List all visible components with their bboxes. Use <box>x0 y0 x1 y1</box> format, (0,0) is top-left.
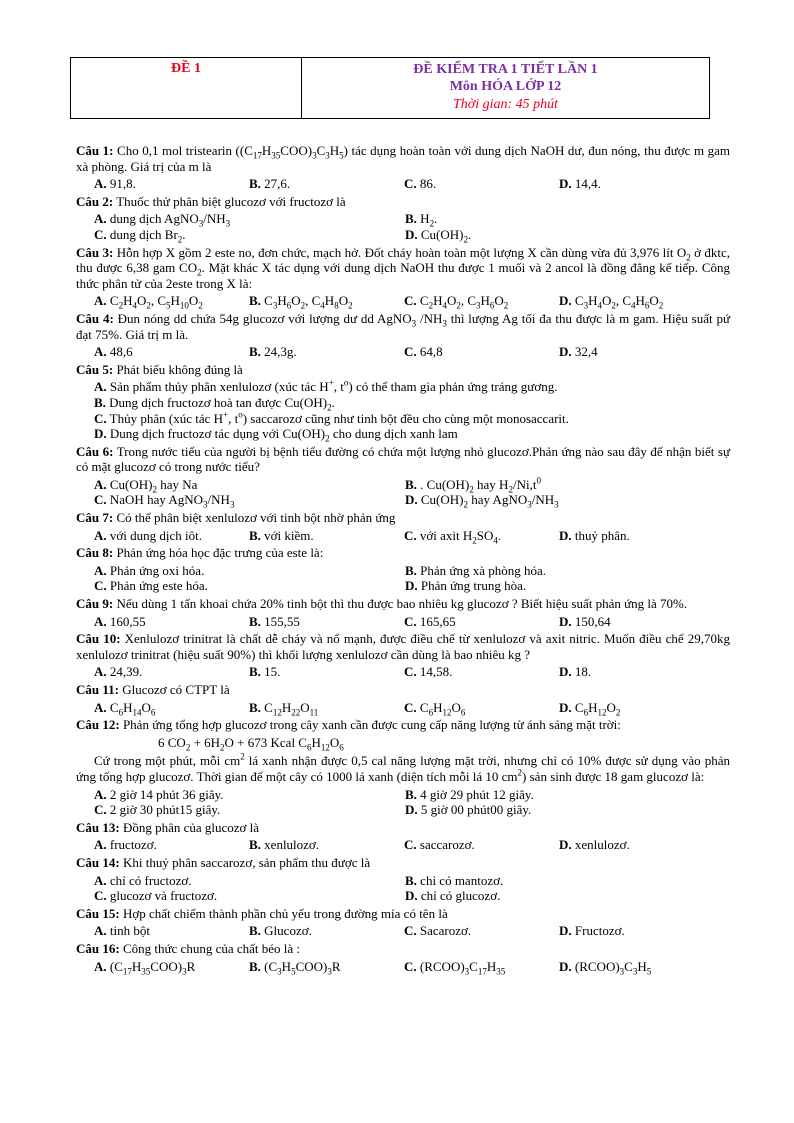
question-stem <box>76 545 730 561</box>
answer-option <box>94 802 405 818</box>
option-letter: A. <box>94 176 107 192</box>
option-text: saccarozơ. <box>416 837 475 853</box>
option-text: dung dịch $Br_2$. <box>106 226 186 245</box>
question-number: Câu 2: <box>76 193 114 209</box>
option-text: 165,65 <box>416 613 456 629</box>
option-text: 2 giờ 30 phút15 giây. <box>106 802 221 818</box>
answer-option <box>404 664 559 680</box>
answer-options <box>76 614 730 630</box>
option-letter: C. <box>94 492 107 508</box>
answer-option <box>94 477 405 493</box>
question-number: Câu 15: <box>76 905 120 921</box>
question <box>76 143 730 192</box>
option-text: Glucozơ. <box>260 923 312 939</box>
answer-option <box>559 923 714 939</box>
option-letter: C. <box>404 344 417 360</box>
answer-option <box>405 211 716 227</box>
option-letter: C. <box>404 613 417 629</box>
option-text: $H_2$. <box>416 211 438 229</box>
answer-option <box>94 664 249 680</box>
question-number: Câu 6: <box>76 443 114 459</box>
exam-code-cell <box>71 58 302 118</box>
answer-option <box>404 176 559 192</box>
question-stem <box>76 245 730 292</box>
option-text: $C_6H_{12}O_6$ <box>416 699 466 718</box>
exam-subject: Môn HÓA LỚP 12 <box>449 79 562 94</box>
option-text: 150,64 <box>571 613 611 629</box>
answer-options <box>76 475 730 511</box>
question-text: Cho 0,1 mol tristearin $((C_{17}H_{35}COO)_3C_3H_5)$ tác dụng hoàn toàn với dung dịch NaOH dư, đun nóng, thu được m gam xà phòng. Giá trị của m là <box>76 143 731 174</box>
option-text: với dung dịch iôt. <box>106 527 202 543</box>
option-letter: B. <box>94 394 106 410</box>
answer-option <box>94 888 405 904</box>
exam-title-cell <box>302 58 709 118</box>
question-text: Đun nóng dd chứa 54g glucozơ với lượng dư dd AgNO$_3$ $/NH_3$ thì lượng Ag tối đa thu được là m gam. Hiệu suất pứ đạt 75%. Giá trị m là. <box>76 310 731 342</box>
question-number: Câu 4: <box>76 310 114 326</box>
option-letter: A. <box>94 786 107 802</box>
option-text: Fructozơ. <box>571 923 625 939</box>
question-stem <box>76 596 730 612</box>
answer-option <box>94 700 249 716</box>
option-text: . $Cu(OH)_2$ hay $H_2/Ni,t^0$ <box>416 475 541 495</box>
option-text: 18. <box>571 664 592 680</box>
option-letter: C. <box>94 888 107 904</box>
option-text: với axit $H_2SO_4$. <box>416 527 502 546</box>
question-stem <box>76 311 730 342</box>
option-text: $(RCOO)_3C_3H_5$ <box>571 958 652 977</box>
option-letter: C. <box>404 699 417 715</box>
question-number: Câu 7: <box>76 510 114 526</box>
exam-header-table <box>70 57 710 119</box>
question-number: Câu 10: <box>76 631 121 647</box>
option-text: $C_3H_6O_2$, $C_4H_8O_2$ <box>260 293 353 311</box>
question <box>76 510 730 546</box>
answer-option <box>405 563 716 579</box>
option-letter: D. <box>559 293 572 309</box>
option-text: chỉ có glucozơ. <box>417 888 501 904</box>
answer-option <box>249 700 404 716</box>
option-letter: C. <box>404 923 417 939</box>
option-text: 91,8. <box>106 176 136 192</box>
question-list <box>76 143 730 976</box>
option-letter: A. <box>94 293 107 309</box>
option-text: Sản phẩm thủy phân xenlulozơ (xúc tác H+, $t^o$) có thể tham gia phản ứng tráng gương. <box>106 377 558 395</box>
answer-option <box>405 578 716 594</box>
question-stem <box>76 906 730 922</box>
option-text: chỉ có fructozơ. <box>106 872 192 888</box>
question-stem <box>76 444 730 475</box>
answer-options <box>76 787 730 818</box>
option-letter: C. <box>404 958 417 974</box>
option-text: 64,8 <box>416 344 443 360</box>
answer-option <box>94 395 730 411</box>
answer-option <box>249 664 404 680</box>
option-text: thuỷ phân. <box>571 527 630 543</box>
option-text: 5 giờ 00 phút00 giây. <box>417 802 532 818</box>
answer-option <box>404 837 559 853</box>
option-text: Dung dịch fructozơ tác dụng với $Cu(OH)_2$ cho dung dịch xanh lam <box>106 426 458 444</box>
answer-option <box>94 873 405 889</box>
question-stem <box>76 143 730 174</box>
option-letter: B. <box>249 923 261 939</box>
option-letter: C. <box>94 802 107 818</box>
answer-option <box>404 344 559 360</box>
answer-options <box>76 344 730 360</box>
option-text: $Cu(OH)_2$ hay $AgNO_3/NH_3$ <box>417 492 559 511</box>
answer-option <box>559 176 714 192</box>
answer-option <box>405 492 716 511</box>
question <box>76 194 730 243</box>
option-text: xenlulozơ. <box>571 837 630 853</box>
option-letter: B. <box>405 872 417 888</box>
answer-option <box>94 787 405 803</box>
option-letter: A. <box>94 211 107 227</box>
option-letter: D. <box>405 492 418 508</box>
exam-title: ĐỀ KIỂM TRA 1 TIẾT LẦN 1 <box>413 62 598 77</box>
answer-option <box>249 528 404 544</box>
option-text: dung dịch $AgNO_3/NH_3$ <box>106 211 231 229</box>
question-text: Xenlulozơ trinitrat là chất dễ cháy và nổ mạnh, được điều chế từ xenlulozơ và axit nitric. Muốn điều chế 29,70kg xenlulozơ trinitrat (hiệu suất 90%) thì khối lượng xenlulozơ cần dùng là bao nhiêu kg ? <box>76 631 730 662</box>
option-text: $C_3H_4O_2$, $C_4H_6O_2$ <box>571 293 664 311</box>
answer-options <box>76 563 730 594</box>
answer-option <box>249 344 404 360</box>
answer-options <box>76 293 730 309</box>
option-text: $Cu(OH)_2$. <box>417 226 472 245</box>
answer-option <box>405 888 716 904</box>
option-letter: A. <box>94 872 107 888</box>
question-text: Nếu dùng 1 tấn khoai chứa 20% tinh bột thì thu được bao nhiêu kg glucozơ ? Biết hiệu suất phản ứng là 70%. <box>113 596 688 612</box>
reaction-equation: 6 $CO_2 + 6H_2O + 673$ Kcal $C_6H_{12}O_6$ <box>158 734 344 753</box>
option-letter: B. <box>249 344 261 360</box>
question <box>76 362 730 442</box>
question <box>76 940 730 977</box>
question-number: Câu 3: <box>76 244 114 260</box>
option-letter: D. <box>559 837 572 853</box>
answer-options <box>76 176 730 192</box>
option-text: Phản ứng xà phòng hóa. <box>416 562 547 578</box>
answer-option <box>94 959 249 975</box>
option-letter: D. <box>559 344 572 360</box>
question <box>76 906 730 939</box>
answer-options <box>76 700 730 716</box>
option-letter: B. <box>249 664 261 680</box>
option-letter: D. <box>559 699 572 715</box>
answer-option <box>405 802 716 818</box>
option-letter: D. <box>559 923 572 939</box>
answer-option <box>559 959 714 975</box>
answer-option <box>404 959 559 975</box>
option-text: glucozơ và fructozơ. <box>106 888 218 904</box>
option-text: 27,6. <box>260 176 291 192</box>
answer-option <box>94 528 249 544</box>
answer-option <box>404 614 559 630</box>
answer-option <box>249 176 404 192</box>
option-text: 14,58. <box>416 664 453 680</box>
answer-option <box>405 477 716 493</box>
question-text: Hợp chất chiếm thành phần chủ yếu trong đường mía có tên là <box>119 905 448 921</box>
answer-option <box>559 664 714 680</box>
question-stem <box>76 362 730 378</box>
question <box>76 596 730 629</box>
option-letter: C. <box>94 578 107 594</box>
answer-option <box>249 923 404 939</box>
option-text: Phản ứng oxi hóa. <box>106 562 205 578</box>
answer-option <box>94 227 405 243</box>
question-text: Có thể phân biệt xenlulozơ với tinh bột nhờ phản ứng <box>113 510 396 526</box>
option-letter: A. <box>94 958 107 974</box>
option-letter: A. <box>94 699 107 715</box>
question-number: Câu 11: <box>76 682 119 697</box>
option-letter: D. <box>559 613 572 629</box>
answer-option <box>94 563 405 579</box>
option-letter: B. <box>249 176 261 192</box>
option-text: 24,39. <box>106 664 143 680</box>
option-text: với kiềm. <box>260 527 314 543</box>
option-letter: A. <box>94 613 107 629</box>
answer-option <box>249 614 404 630</box>
option-letter: C. <box>94 226 107 242</box>
answer-option <box>94 293 249 309</box>
option-text: 86. <box>416 176 437 192</box>
question-text: Glucozơ có CTPT là <box>118 682 230 697</box>
option-letter: C. <box>404 293 417 309</box>
option-letter: D. <box>405 802 418 818</box>
option-letter: A. <box>94 476 107 492</box>
question-number: Câu 5: <box>76 361 114 377</box>
option-letter: D. <box>559 527 572 543</box>
option-letter: B. <box>405 476 417 492</box>
answer-option <box>404 923 559 939</box>
option-letter: A. <box>94 344 107 360</box>
question-text: Hỗn hợp X gồm 2 este no, đơn chức, mạch hở. Đốt cháy hoàn toàn một lượng X cần dùng vừa đủ 3,976 lít $O_2$ ở đktc, thu được 6,38 gam $CO_2$. Mặt khác X tác dụng với dung dịch NaOH thu được 1 muối và 2 ancol là đồng đẳng kế tiếp. Công thức phân tử của 2este trong X là: <box>76 244 730 291</box>
answer-options <box>76 377 730 444</box>
option-text: Dung dịch fructozơ hoà tan được $Cu(OH)_2$. <box>105 394 335 413</box>
option-text: chỉ có mantozơ. <box>416 872 504 888</box>
answer-option <box>405 227 716 243</box>
answer-option <box>405 873 716 889</box>
question <box>76 855 730 904</box>
question <box>76 443 730 511</box>
option-text: 2 giờ 14 phút 36 giây. <box>106 786 224 802</box>
answer-option <box>94 614 249 630</box>
answer-options <box>76 837 730 853</box>
option-text: $C_2H_4O_2$, $C_5H_{10}O_2$ <box>106 293 203 311</box>
option-text: 24,3g. <box>260 344 297 360</box>
option-text: Phản ứng trung hòa. <box>417 578 527 594</box>
option-letter: A. <box>94 562 107 578</box>
answer-option <box>94 411 730 427</box>
question-text: Phát biểu không đúng là <box>113 361 243 377</box>
option-text: xenlulozơ. <box>260 837 320 853</box>
question <box>76 311 730 360</box>
option-letter: C. <box>94 410 107 426</box>
question <box>76 545 730 594</box>
answer-option <box>404 528 559 544</box>
option-letter: D. <box>94 426 107 442</box>
question-number: Câu 14: <box>76 854 120 870</box>
option-letter: B. <box>249 958 261 974</box>
question-text: Khi thuỷ phân saccarozơ, sản phẩm thu được là <box>119 854 371 870</box>
option-letter: B. <box>249 837 261 853</box>
question <box>76 682 730 718</box>
option-letter: D. <box>405 888 418 904</box>
option-letter: A. <box>94 379 107 395</box>
option-text: fructozơ. <box>106 837 157 853</box>
option-letter: A. <box>94 527 107 543</box>
answer-option <box>94 176 249 192</box>
question-extra-text: Cứ trong một phút, mỗi $cm^2$ lá xanh nhận được 0,5 cal năng lượng mặt trời, nhưng chỉ có 10% được sử dụng vào phản ứng tổng hợp glucozơ. Thời gian để một cây có 1000 lá xanh (diện tích mỗi lá 10 $cm^2$) sản sinh được 18 gam glucozơ là: <box>76 752 730 784</box>
question-text: Trong nước tiểu của người bị bệnh tiểu đường có chứa một lượng nhỏ glucozơ.Phản ứng nào sau đây để nhận biết sự có mặt glucozơ có trong nước tiểu? <box>76 443 730 475</box>
option-text: 14,4. <box>571 176 601 192</box>
question-stem <box>76 717 730 733</box>
question-stem <box>76 941 730 957</box>
option-letter: B. <box>405 211 417 227</box>
option-text: $(C_{17}H_{35}COO)_3R$ <box>106 958 196 977</box>
question-stem <box>76 510 730 526</box>
option-letter: A. <box>94 664 107 680</box>
answer-option <box>559 614 714 630</box>
question-stem <box>76 820 730 836</box>
question-stem <box>76 855 730 871</box>
option-text: 160,55 <box>106 613 146 629</box>
exam-time: Thời gian: 45 phút <box>452 97 559 112</box>
option-text: 155,55 <box>260 613 300 629</box>
question <box>76 245 730 309</box>
option-letter: C. <box>404 664 417 680</box>
option-letter: B. <box>249 527 261 543</box>
answer-option <box>404 700 559 716</box>
option-text: 4 giờ 29 phút 12 giây. <box>416 786 534 802</box>
option-letter: D. <box>559 958 572 974</box>
answer-option <box>94 578 405 594</box>
option-text: 15. <box>260 664 281 680</box>
answer-option <box>249 837 404 853</box>
option-text: $(C_3H_5COO)_3R$ <box>260 958 341 977</box>
question-stem <box>76 631 730 662</box>
option-text: $C_6H_{12}O_2$ <box>571 699 621 718</box>
answer-option <box>559 344 714 360</box>
answer-option <box>94 837 249 853</box>
question <box>76 717 730 818</box>
option-letter: D. <box>405 578 418 594</box>
answer-option <box>405 787 716 803</box>
option-letter: D. <box>559 176 572 192</box>
answer-options <box>76 528 730 544</box>
answer-options <box>76 211 730 245</box>
question-stem <box>76 682 730 698</box>
question-text: Công thức chung của chất béo là : <box>119 940 301 956</box>
option-letter: B. <box>405 562 417 578</box>
question-text: Phản ứng hóa học đặc trưng của este là: <box>113 545 324 561</box>
question-text: Đồng phân của glucozơ là <box>119 819 260 835</box>
option-letter: C. <box>404 837 417 853</box>
option-letter: B. <box>249 293 261 309</box>
option-text: Thủy phân (xúc tác H+, $t^o$) saccarozơ cũng như tinh bột đều cho cùng một monosaccarit. <box>106 409 569 426</box>
option-text: NaOH hay $AgNO_3/NH_3$ <box>106 492 235 511</box>
option-text: 32,4 <box>571 344 598 360</box>
option-letter: B. <box>249 699 261 715</box>
answer-option <box>94 379 730 395</box>
answer-option <box>94 211 405 227</box>
answer-option <box>94 426 730 442</box>
answer-option <box>559 700 714 716</box>
option-text: $(RCOO)_3C_{17}H_{35}$ <box>416 958 506 977</box>
question-number: Câu 16: <box>76 940 120 956</box>
question-text: Phản ứng tổng hợp glucozơ trong cây xanh cần được cung cấp năng lượng từ ánh sáng mặt trời: <box>119 717 621 733</box>
option-letter: A. <box>94 837 107 853</box>
answer-option <box>249 293 404 309</box>
option-text: $C_2H_4O_2$, $C_3H_6O_2$ <box>416 293 509 311</box>
option-letter: D. <box>559 664 572 680</box>
option-text: 48,6 <box>106 344 133 360</box>
option-text: $C_6H_{14}O_6$ <box>106 699 156 718</box>
option-letter: B. <box>249 613 261 629</box>
answer-options <box>76 873 730 904</box>
option-text: $Cu(OH)_2$ hay Na <box>106 476 198 495</box>
question <box>76 631 730 680</box>
option-letter: D. <box>405 226 418 242</box>
question-number: Câu 9: <box>76 596 114 612</box>
answer-option <box>94 344 249 360</box>
answer-options <box>76 664 730 680</box>
answer-option <box>94 492 405 511</box>
question <box>76 820 730 853</box>
option-letter: C. <box>404 527 417 543</box>
answer-option <box>404 293 559 309</box>
exam-code: ĐỀ 1 <box>171 61 201 76</box>
question-number: Câu 12: <box>76 717 120 733</box>
answer-option <box>249 959 404 975</box>
option-text: Phản ứng este hóa. <box>106 578 208 594</box>
answer-options <box>76 923 730 939</box>
question-text: Thuốc thử phân biệt glucozơ với fructozơ là <box>113 193 346 209</box>
answer-options <box>76 959 730 975</box>
answer-option <box>94 923 249 939</box>
option-letter: A. <box>94 923 107 939</box>
question-number: Câu 8: <box>76 545 114 561</box>
answer-option <box>559 837 714 853</box>
option-text: Sacarozơ. <box>416 923 472 939</box>
answer-option <box>559 528 714 544</box>
option-letter: C. <box>404 176 417 192</box>
answer-option <box>559 293 714 309</box>
question-number: Câu 1: <box>76 143 114 158</box>
option-letter: B. <box>405 786 417 802</box>
question-number: Câu 13: <box>76 819 120 835</box>
question-stem <box>76 194 730 210</box>
option-text: tinh bột <box>106 923 150 939</box>
option-text: $C_{12}H_{22}O_{11}$ <box>260 699 319 718</box>
